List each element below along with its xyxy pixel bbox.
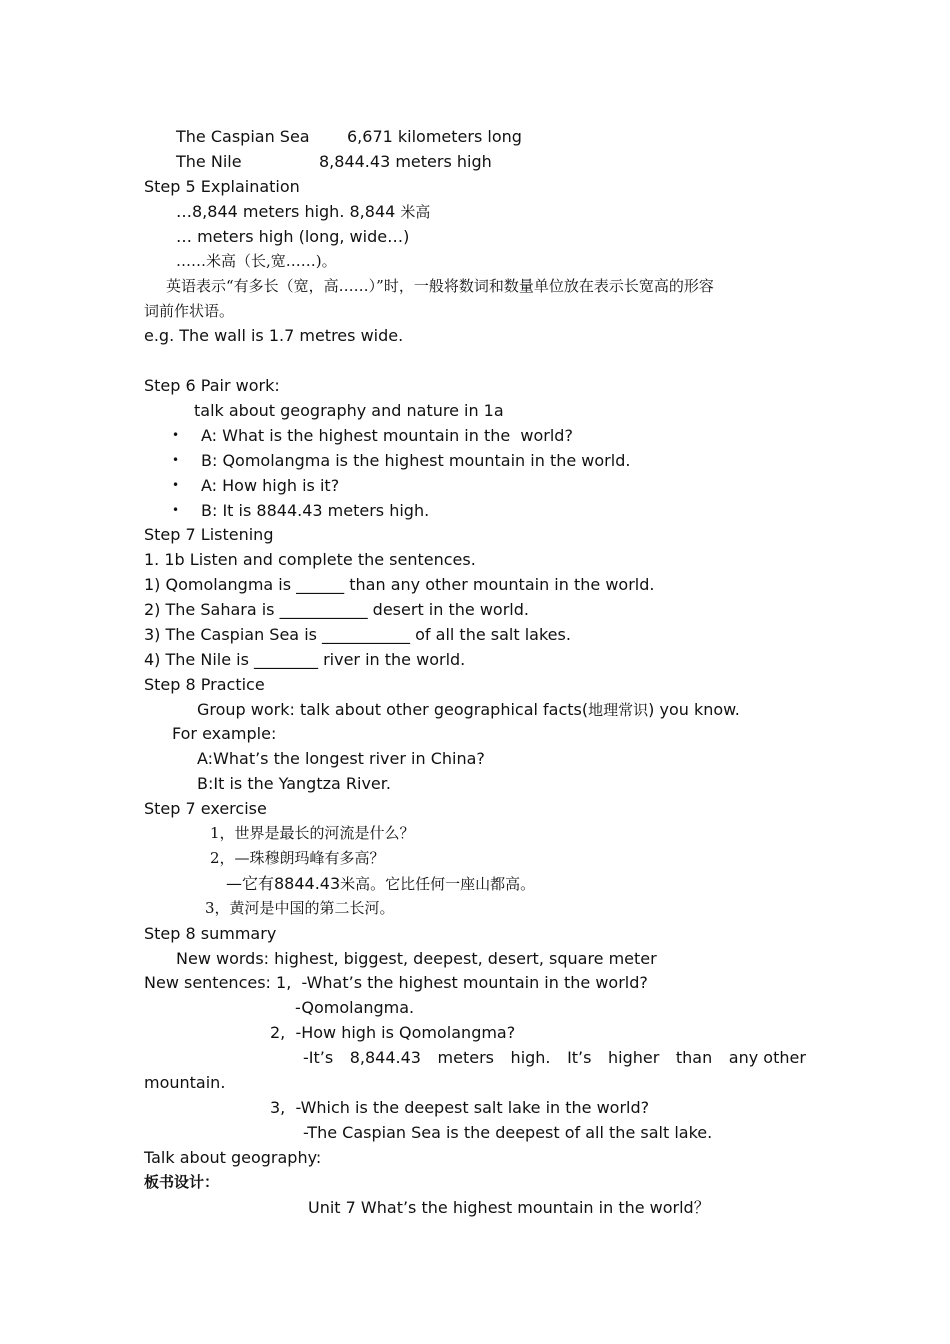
step5-line-1: …8,844 meters high. 8,844 米高 — [176, 202, 431, 221]
step7-heading: Step 7 Listening — [144, 525, 274, 544]
step5-line-2: … meters high (long, wide…) — [176, 227, 410, 246]
dialogue-line-2: B: Qomolangma is the highest mountain in the world. — [201, 451, 631, 470]
step7-sentence-4: 4) The Nile is ________ river in the world. — [144, 650, 466, 669]
step8-example-a: A:What’s the longest river in China? — [197, 749, 485, 768]
fact-caspian-name: The Caspian Sea — [176, 127, 310, 146]
step6-intro: talk about geography and nature in 1a — [194, 401, 504, 420]
summary-sentence-1: New sentences: 1, -What’s the highest mountain in the world? — [144, 973, 648, 992]
step5-heading: Step 5 Explaination — [144, 177, 300, 196]
step8-for-example: For example: — [172, 724, 277, 743]
step7-task: 1. 1b Listen and complete the sentences. — [144, 550, 476, 569]
summary-sentence-3: 3, -Which is the deepest salt lake in the world? — [270, 1098, 650, 1117]
step7-sentence-2: 2) The Sahara is ___________ desert in the world. — [144, 600, 529, 619]
fact-caspian-value: 6,671 kilometers long — [347, 127, 522, 146]
step8-group-work: Group work: talk about other geographical facts(地理常识) you know. — [197, 700, 740, 719]
board-unit-title: Unit 7 What’s the highest mountain in the world？ — [308, 1198, 710, 1217]
step5-note-1: 英语表示“有多长（宽，高……）”时，一般将数词和数量单位放在表示长宽高的形容 — [166, 277, 714, 295]
summary-new-words: New words: highest, biggest, deepest, desert, square meter — [176, 949, 657, 968]
fact-nile-value: 8,844.43 meters high — [319, 152, 492, 171]
exercise-answer: —它有8844.43米高。它比任何一座山都高。 — [226, 874, 536, 893]
exercise-item-2: 2，—珠穆朗玛峰有多高？ — [210, 849, 385, 867]
step6-heading: Step 6 Pair work: — [144, 376, 280, 395]
summary-sentence-3-answer: -The Caspian Sea is the deepest of all the salt lake. — [303, 1123, 713, 1142]
exercise-heading: Step 7 exercise — [144, 799, 267, 818]
bullet-icon: • — [172, 453, 180, 467]
step5-note-2: 词前作状语。 — [144, 302, 235, 320]
bullet-icon: • — [172, 428, 180, 442]
talk-about-geography: Talk about geography: — [144, 1148, 322, 1167]
step5-line-3: ……米高（长,宽……)。 — [176, 252, 337, 270]
summary-sentence-1-answer: -Qomolangma. — [295, 998, 415, 1017]
exercise-item-3: 3，黄河是中国的第二长河。 — [205, 899, 395, 917]
bullet-icon: • — [172, 478, 180, 492]
dialogue-line-3: A: How high is it? — [201, 476, 340, 495]
summary-sentence-2: 2, -How high is Qomolangma? — [270, 1023, 516, 1042]
summary-sentence-2-wrap: mountain. — [144, 1073, 226, 1092]
dialogue-line-4: B: It is 8844.43 meters high. — [201, 501, 430, 520]
summary-heading: Step 8 summary — [144, 924, 277, 943]
summary-sentence-2-answer: -It’s 8,844.43 meters high. It’s higher than any other — [303, 1048, 806, 1067]
exercise-item-1: 1，世界是最长的河流是什么？ — [210, 824, 415, 842]
step5-example: e.g. The wall is 1.7 metres wide. — [144, 326, 404, 345]
dialogue-line-1: A: What is the highest mountain in the world? — [201, 426, 573, 445]
step8-heading: Step 8 Practice — [144, 675, 265, 694]
step8-example-b: B:It is the Yangtza River. — [197, 774, 391, 793]
bullet-icon: • — [172, 503, 180, 517]
step7-sentence-3: 3) The Caspian Sea is ___________ of all the salt lakes. — [144, 625, 571, 644]
step7-sentence-1: 1) Qomolangma is ______ than any other mountain in the world. — [144, 575, 655, 594]
fact-nile-name: The Nile — [176, 152, 242, 171]
board-design-label: 板书设计： — [144, 1173, 220, 1191]
